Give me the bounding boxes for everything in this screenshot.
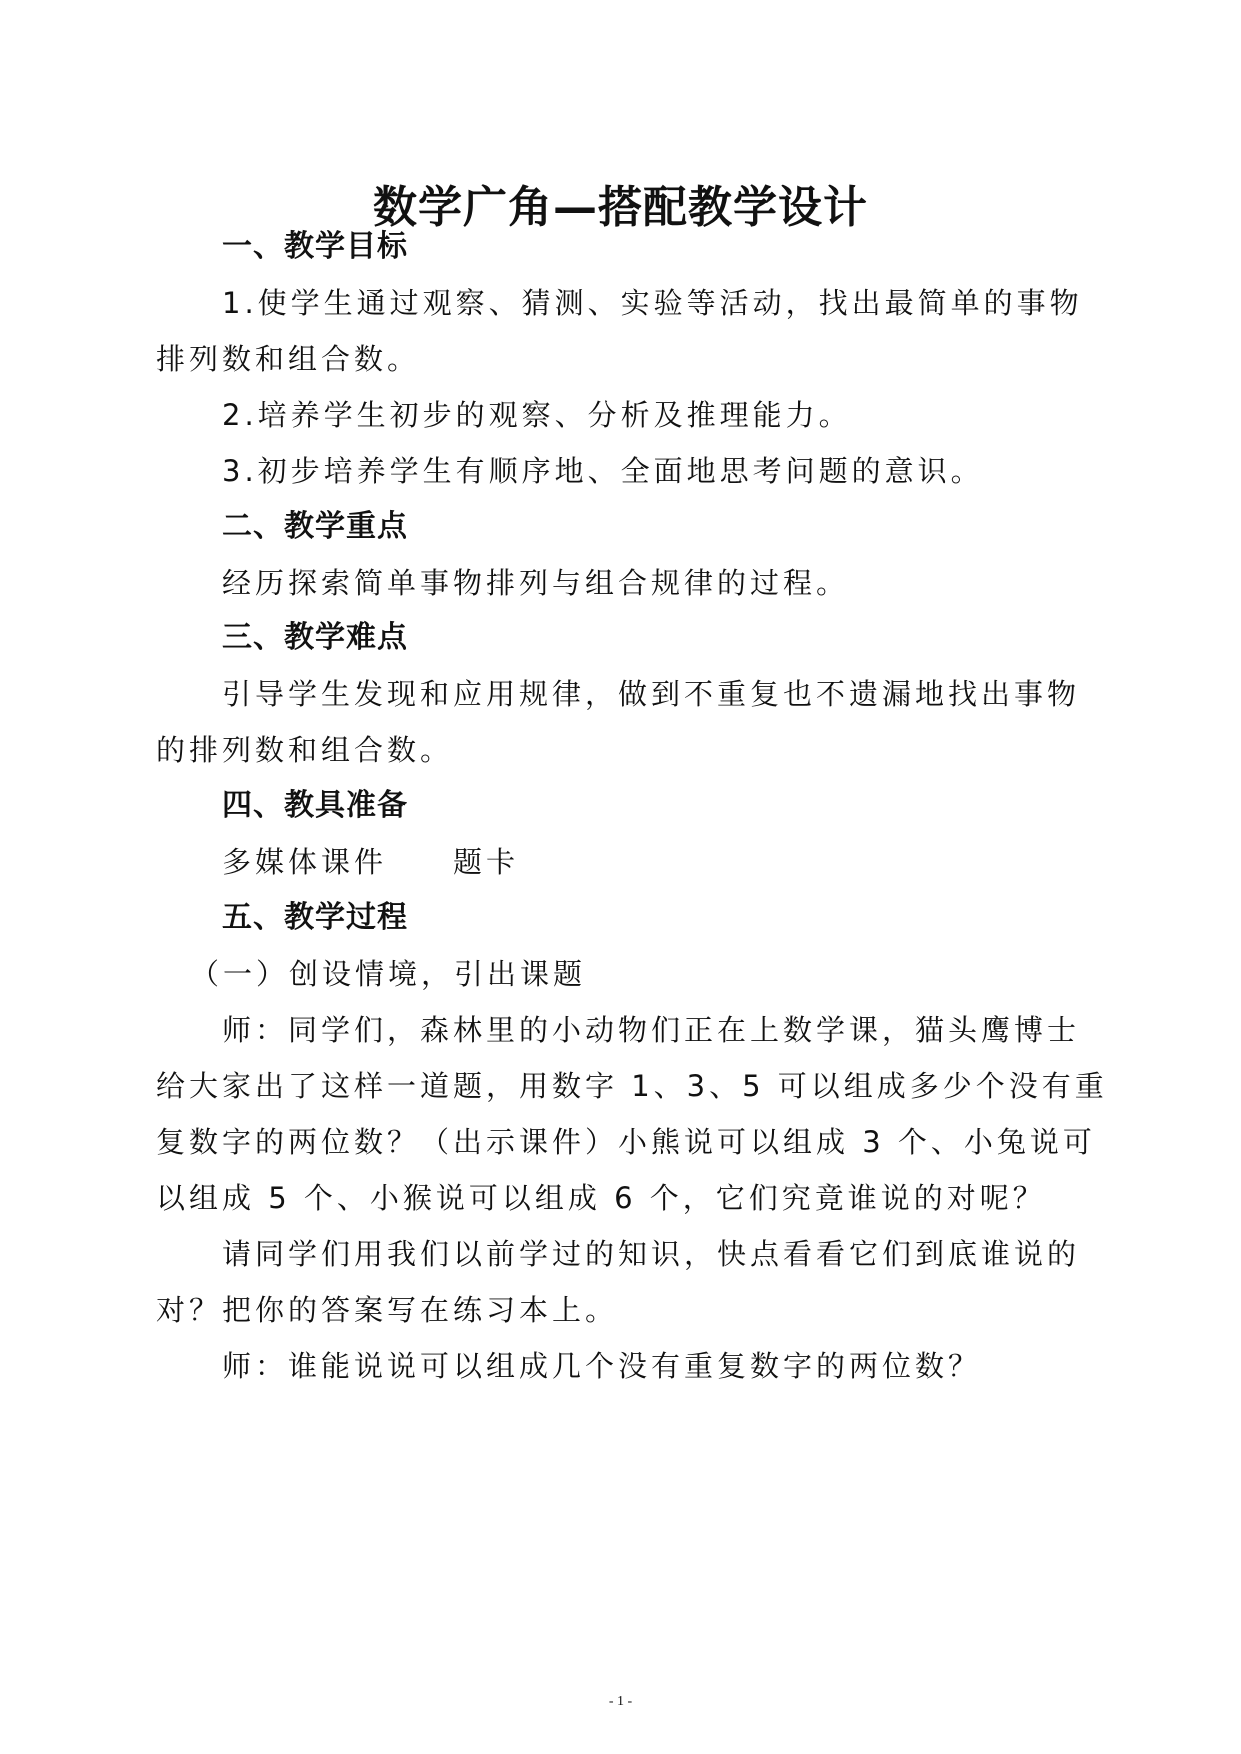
objective-1-line-2: 排列数和组合数。 (156, 342, 421, 376)
document-title: 数学广角—搭配教学设计 (373, 182, 868, 233)
process-paragraph-3: 师：谁能说说可以组成几个没有重复数字的两位数？ (222, 1349, 982, 1383)
process-paragraph-2-line-2: 对？把你的答案写在练习本上。 (156, 1293, 619, 1327)
section-heading-materials: 四、教具准备 (222, 788, 408, 823)
objective-2: 2.培养学生初步的观察、分析及推理能力。 (222, 398, 852, 432)
process-paragraph-2-line-1: 请同学们用我们以前学过的知识，快点看看它们到底谁说的 (222, 1237, 1081, 1271)
objective-3: 3.初步培养学生有顺序地、全面地思考问题的意识。 (222, 454, 984, 488)
key-points-text: 经历探索简单事物排列与组合规律的过程。 (222, 566, 850, 600)
section-heading-objectives: 一、教学目标 (222, 229, 408, 264)
process-paragraph-1-line-1: 师：同学们，森林里的小动物们正在上数学课，猫头鹰博士 (222, 1013, 1081, 1047)
difficulties-line-1: 引导学生发现和应用规律，做到不重复也不遗漏地找出事物 (222, 677, 1081, 711)
process-paragraph-1-line-2: 给大家出了这样一道题，用数字 1、3、5 可以组成多少个没有重 (156, 1069, 1108, 1103)
process-paragraph-1-line-3: 复数字的两位数？（出示课件）小熊说可以组成 3 个、小兔说可 (156, 1125, 1096, 1159)
objective-1-line-1: 1.使学生通过观察、猜测、实验等活动，找出最简单的事物 (222, 286, 1083, 320)
process-subheading-1: （一）创设情境，引出课题 (190, 957, 587, 991)
page-number: - 1 - (608, 1694, 633, 1709)
materials-text: 多媒体课件 题卡 (222, 845, 520, 879)
section-heading-difficulties: 三、教学难点 (222, 620, 408, 655)
process-paragraph-1-line-4: 以组成 5 个、小猴说可以组成 6 个，它们究竟谁说的对呢？ (156, 1181, 1046, 1215)
difficulties-line-2: 的排列数和组合数。 (156, 733, 454, 767)
section-heading-process: 五、教学过程 (222, 900, 408, 935)
section-heading-key-points: 二、教学重点 (222, 509, 408, 544)
